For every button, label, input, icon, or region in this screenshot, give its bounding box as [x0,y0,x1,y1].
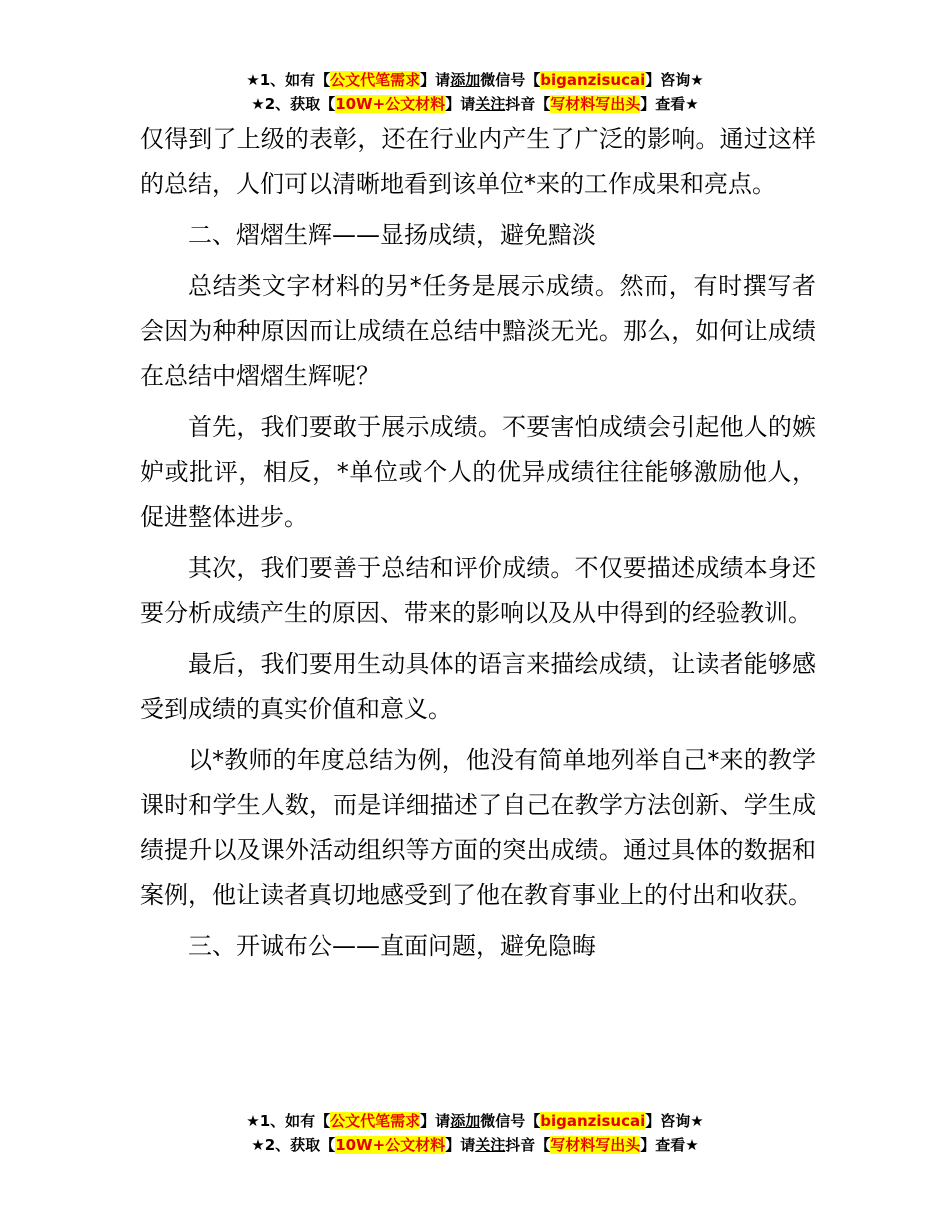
banner-text: 】咨询★ [645,1112,704,1130]
banner-text: 】请 [420,71,451,89]
banner-highlight: 公文代笔需求 [330,71,421,89]
paragraph: 以*教师的年度总结为例，他没有简单地列举自己*来的教学课时和学生人数，而是详细描述了自己在教学方法创新、学生成绩提升以及课外活动组织等方面的突出成绩。通过具体的数据和案例，他让读者真切地感受到了他在教育事业上的付出和收获。 [140,746,816,909]
document-body [140,117,816,975]
banner-text: 】查看★ [640,1136,699,1154]
banner-text: 】咨询★ [645,71,704,89]
banner-text: 】请 [445,1136,476,1154]
section-heading-3: 三、开诚布公——直面问题，避免隐晦 [188,932,596,960]
paragraph: 首先，我们要敢于展示成绩。不要害怕成绩会引起他人的嫉妒或批评，相反，*单位或个人的优异成绩往往能够激励他人，促进整体进步。 [140,413,816,531]
banner-underline: 添加 [450,1112,481,1130]
banner-text: ★2、获取【 [251,95,336,113]
banner-text: 微信号【 [480,71,541,89]
banner-underline: 添加 [450,71,481,89]
banner-line-1 [0,68,950,92]
banner-highlight: 10W+公文材料 [335,1136,446,1154]
paragraph: 最后，我们要用生动具体的语言来描绘成绩，让读者能够感受到成绩的真实价值和意义。 [140,650,816,723]
header-banner [0,68,950,116]
banner-line-2 [0,92,950,116]
banner-highlight: 写材料写出头 [550,95,641,113]
banner-text: 抖音【 [505,1136,551,1154]
banner-text: ★1、如有【 [246,1112,331,1130]
banner-text: 】请 [445,95,476,113]
banner-text: ★2、获取【 [251,1136,336,1154]
paragraph: 总结类文字材料的另*任务是展示成绩。然而，有时撰写者会因为种种原因而让成绩在总结中黯淡无光。那么，如何让成绩在总结中熠熠生辉呢？ [140,272,816,390]
banner-text: 微信号【 [480,1112,541,1130]
banner-text: ★1、如有【 [246,71,331,89]
banner-text: 抖音【 [505,95,551,113]
banner-highlight: 公文代笔需求 [330,1112,421,1130]
banner-highlight: 10W+公文材料 [335,95,446,113]
banner-text: 】查看★ [640,95,699,113]
banner-highlight: biganzisucai [540,71,646,89]
banner-highlight: 写材料写出头 [550,1136,641,1154]
banner-underline: 关注 [475,95,506,113]
footer-banner [0,1109,950,1157]
paragraph-continuation: 仅得到了上级的表彰，还在行业内产生了广泛的影响。通过这样的总结，人们可以清晰地看到该单位*来的工作成果和亮点。 [140,125,816,198]
paragraph: 其次，我们要善于总结和评价成绩。不仅要描述成绩本身还要分析成绩产生的原因、带来的影响以及从中得到的经验教训。 [140,554,816,627]
banner-text: 】请 [420,1112,451,1130]
banner-highlight: biganzisucai [540,1112,646,1130]
banner-underline: 关注 [475,1136,506,1154]
banner-line-1 [0,1109,950,1133]
banner-line-2 [0,1133,950,1157]
section-heading-2: 二、熠熠生辉——显扬成绩，避免黯淡 [188,221,596,249]
